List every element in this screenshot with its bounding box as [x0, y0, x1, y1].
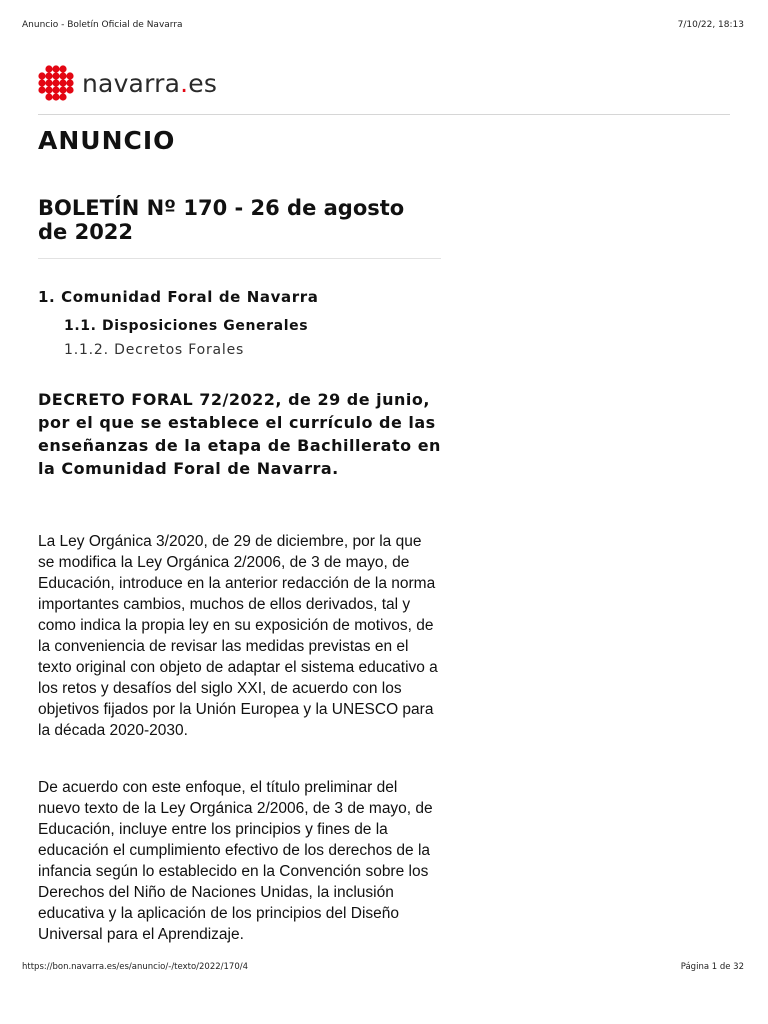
site-name [82, 69, 217, 98]
header-divider [38, 114, 730, 115]
title-divider [38, 258, 441, 259]
print-footer [22, 962, 744, 974]
site-logo[interactable] [38, 63, 217, 103]
print-footer-url: https://bon.navarra.es/es/anuncio/-/texto/2022/170/4 [22, 962, 249, 972]
body-paragraph-2: De acuerdo con este enfoque, el título preliminar del nuevo texto de la Ley Orgánica 2/2006, de 3 de mayo, de Educación, incluye entre los principios y fines de la educación el cumplimiento efectivo de los derechos de la infancia según lo establecido en la Convención sobre los Derechos del Niño de Naciones Unidas, la inclusión educativa y la aplicación de los principios del Diseño Universal para el Aprendizaje. [38, 779, 433, 943]
print-header [22, 20, 744, 32]
page-title: ANUNCIO [38, 126, 176, 155]
print-footer-page: Página 1 de 32 [680, 962, 744, 972]
section-level-3: 1.1.2. Decretos Forales [64, 342, 245, 358]
section-level-1: 1. Comunidad Foral de Navarra [38, 288, 319, 306]
print-header-title: Anuncio - Boletín Oficial de Navarra [22, 20, 183, 30]
body-paragraph-1: La Ley Orgánica 3/2020, de 29 de diciembre, por la que se modifica la Ley Orgánica 2/2006, de 3 de mayo, de Educación, introduce en la anterior redacción de la norma importantes cambios, muchos de ellos derivados, tal y como indica la propia ley en su exposición de motivos, de la conveniencia de revisar las medidas previstas en el texto original con objeto de adaptar el sistema educativo a los retos y desafíos del siglo XXI, de acuerdo con los objetivos fijados por la Unión Europea y la UNESCO para la década 2020-2030. [38, 533, 438, 739]
navarra-dots-logo-icon [38, 65, 74, 101]
section-level-2: 1.1. Disposiciones Generales [64, 318, 309, 334]
site-name-dot: . [180, 68, 189, 98]
site-name-tld: es [188, 68, 218, 98]
print-header-datetime: 7/10/22, 18:13 [677, 20, 744, 30]
site-name-main: navarra [82, 68, 181, 98]
decree-title: DECRETO FORAL 72/2022, de 29 de junio, por el que se establece el currículo de las enseñanzas de la etapa de Bachillerato en la Comunidad Foral de Navarra. [38, 390, 441, 478]
boletin-title: BOLETÍN Nº 170 - 26 de agosto de 2022 [38, 196, 405, 244]
